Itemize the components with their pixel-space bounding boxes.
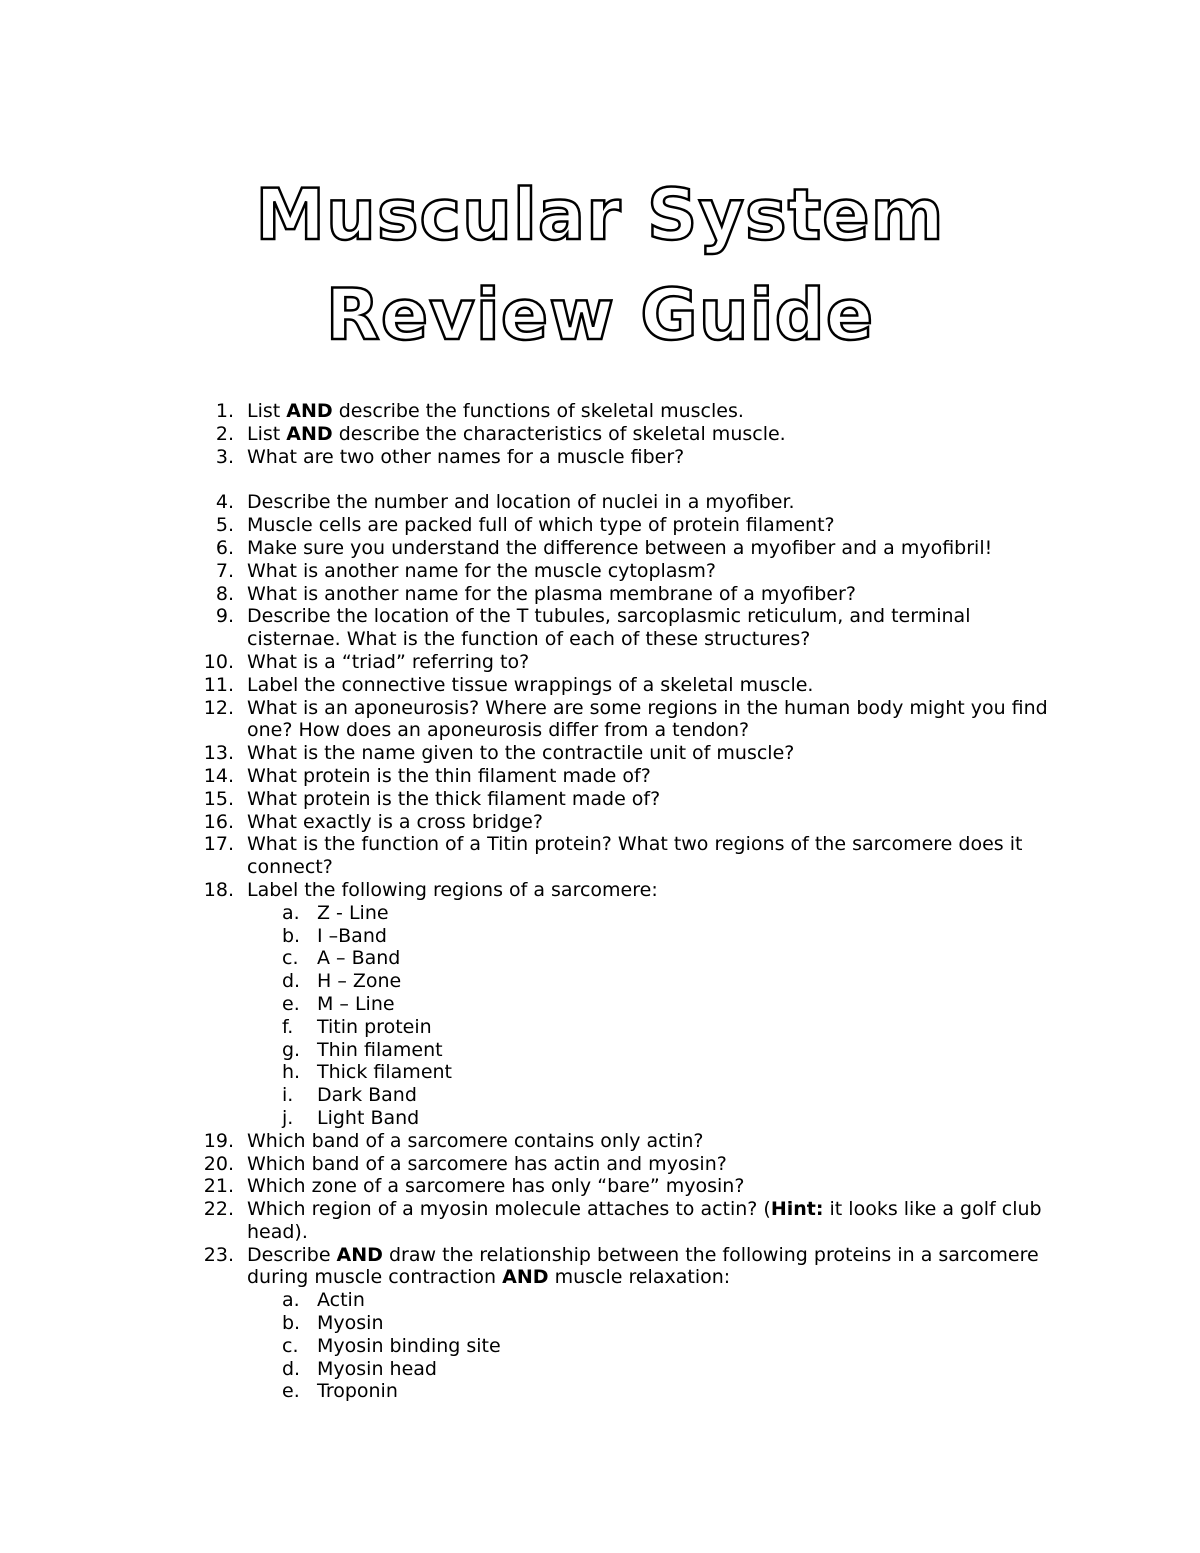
question-number: 3. xyxy=(215,445,234,468)
question-text: Describe the number and location of nuclei in a myofiber. xyxy=(247,491,795,514)
sub-letter: d. xyxy=(282,970,301,993)
sub-text: Light Band xyxy=(317,1106,420,1129)
title-line-2: Review Guide xyxy=(325,274,875,356)
sub-item xyxy=(247,1380,1060,1403)
sub-item xyxy=(247,1084,1060,1107)
question-number: 5. xyxy=(215,514,234,537)
question-number: 18. xyxy=(203,878,234,901)
sub-list xyxy=(247,902,1060,1130)
question-item xyxy=(0,742,1200,765)
sub-letter: d. xyxy=(282,1357,301,1380)
question-item xyxy=(0,788,1200,811)
sub-text: Myosin head xyxy=(317,1357,437,1380)
sub-item xyxy=(247,925,1060,948)
question-number: 7. xyxy=(215,559,234,582)
question-text: What is another name for the plasma membrane of a myofiber? xyxy=(247,582,856,605)
question-number: 14. xyxy=(203,764,234,787)
sub-text: Thick filament xyxy=(317,1061,452,1084)
question-item xyxy=(0,605,1200,651)
question-text: Label the following regions of a sarcomere: xyxy=(247,878,658,901)
sub-letter: c. xyxy=(282,947,299,970)
question-item xyxy=(0,1130,1200,1153)
question-item xyxy=(0,491,1200,514)
question-text: Which zone of a sarcomere has only “bare” myosin? xyxy=(247,1175,745,1198)
sub-item xyxy=(247,902,1060,925)
sub-text: I –Band xyxy=(317,924,387,947)
sub-letter: i. xyxy=(282,1084,294,1107)
question-number: 10. xyxy=(203,650,234,673)
question-number: 4. xyxy=(215,491,234,514)
sub-text: A – Band xyxy=(317,947,401,970)
question-text: What protein is the thin filament made of? xyxy=(247,764,651,787)
sub-letter: a. xyxy=(282,901,300,924)
question-text: What is a “triad” referring to? xyxy=(247,650,530,673)
sub-letter: a. xyxy=(282,1289,300,1312)
sub-text: M – Line xyxy=(317,992,395,1015)
question-text: What is another name for the muscle cytoplasm? xyxy=(247,559,716,582)
sub-text: Myosin xyxy=(317,1312,384,1335)
sub-text: Dark Band xyxy=(317,1084,417,1107)
question-list xyxy=(0,400,1200,1403)
sub-item xyxy=(247,1358,1060,1381)
question-text: Describe the location of the T tubules, sarcoplasmic reticulum, and terminal cisternae. What is the function of each of these structures? xyxy=(247,605,971,651)
question-item xyxy=(0,560,1200,583)
question-text: What exactly is a cross bridge? xyxy=(247,810,543,833)
question-number: 15. xyxy=(203,787,234,810)
question-item xyxy=(0,765,1200,788)
question-text: What is an aponeurosis? Where are some regions in the human body might you find one? How does an aponeurosis differ from a tendon? xyxy=(247,696,1048,742)
sub-item xyxy=(247,1061,1060,1084)
sub-text: Titin protein xyxy=(317,1015,432,1038)
question-number: 17. xyxy=(203,833,234,856)
question-item: 22. Which region of a myosin molecule attaches to actin? (Hint: it looks like a golf club head). xyxy=(0,1198,1200,1244)
question-text: Which band of a sarcomere contains only actin? xyxy=(247,1129,704,1152)
question-number: 8. xyxy=(215,582,234,605)
sub-item xyxy=(247,970,1060,993)
sub-letter: h. xyxy=(282,1061,301,1084)
sub-item xyxy=(247,993,1060,1016)
sub-letter: f. xyxy=(282,1015,294,1038)
sub-letter: b. xyxy=(282,924,301,947)
sub-letter: c. xyxy=(282,1334,299,1357)
question-text: Which band of a sarcomere has actin and myosin? xyxy=(247,1152,727,1175)
question-number: 21. xyxy=(203,1175,234,1198)
question-number: 20. xyxy=(203,1152,234,1175)
question-number: 1. xyxy=(215,400,234,422)
question-number: 13. xyxy=(203,742,234,765)
question-text: What protein is the thick filament made of? xyxy=(247,787,661,810)
question-number: 2. xyxy=(215,422,234,445)
sub-text: Z - Line xyxy=(317,901,389,924)
question-item xyxy=(0,674,1200,697)
sub-letter: b. xyxy=(282,1312,301,1335)
question-number: 22. xyxy=(203,1198,234,1221)
question-text: What is the name given to the contractile unit of muscle? xyxy=(247,742,795,765)
question-item xyxy=(0,833,1200,879)
question-number: 19. xyxy=(203,1129,234,1152)
sub-item xyxy=(247,1312,1060,1335)
question-number: 11. xyxy=(203,673,234,696)
question-text: What is the function of a Titin protein? What two regions of the sarcomere does it connect? xyxy=(247,833,1023,879)
sub-letter: e. xyxy=(282,992,300,1015)
question-item: 2. List AND describe the characteristics of skeletal muscle. xyxy=(0,423,1200,446)
question-item xyxy=(0,1153,1200,1176)
sub-item xyxy=(247,1016,1060,1039)
question-item: 1. List AND describe the functions of skeletal muscles. xyxy=(0,400,1200,423)
question-item xyxy=(0,697,1200,743)
question-item: 23. Describe AND draw the relationship between the following proteins in a sarcomere during muscle contraction AND muscle relaxation: a. Actin b. Myosin c. Myosin binding site d. Myosin head e. Troponin xyxy=(0,1244,1200,1404)
sub-item xyxy=(247,1289,1060,1312)
sub-letter: e. xyxy=(282,1380,300,1403)
title-line-1: Muscular System xyxy=(255,174,945,256)
question-number: 12. xyxy=(203,696,234,719)
question-number: 9. xyxy=(215,605,234,628)
sub-text: H – Zone xyxy=(317,970,402,993)
sub-item xyxy=(247,1039,1060,1062)
sub-letter: g. xyxy=(282,1038,301,1061)
sub-text: Actin xyxy=(317,1289,365,1312)
question-item xyxy=(0,446,1200,469)
sub-text: Troponin xyxy=(317,1380,398,1403)
question-number: 6. xyxy=(215,536,234,559)
question-text: Label the connective tissue wrappings of a skeletal muscle. xyxy=(247,673,814,696)
sub-item xyxy=(247,1335,1060,1358)
sub-letter: j. xyxy=(282,1106,294,1129)
question-item xyxy=(0,811,1200,834)
question-item xyxy=(0,514,1200,537)
question-item xyxy=(0,879,1200,1130)
question-text: Muscle cells are packed full of which type of protein filament? xyxy=(247,514,835,537)
question-text: Make sure you understand the difference between a myofiber and a myofibril! xyxy=(247,536,993,559)
question-number: 16. xyxy=(203,810,234,833)
question-text: What are two other names for a muscle fiber? xyxy=(247,445,685,468)
question-item xyxy=(0,651,1200,674)
question-item xyxy=(0,537,1200,560)
question-item xyxy=(0,1175,1200,1198)
sub-list xyxy=(247,1289,1060,1403)
question-number: 23. xyxy=(203,1243,234,1266)
sub-text: Thin filament xyxy=(317,1038,443,1061)
sub-item xyxy=(247,1107,1060,1130)
question-item xyxy=(0,583,1200,606)
sub-item xyxy=(247,947,1060,970)
sub-text: Myosin binding site xyxy=(317,1334,501,1357)
